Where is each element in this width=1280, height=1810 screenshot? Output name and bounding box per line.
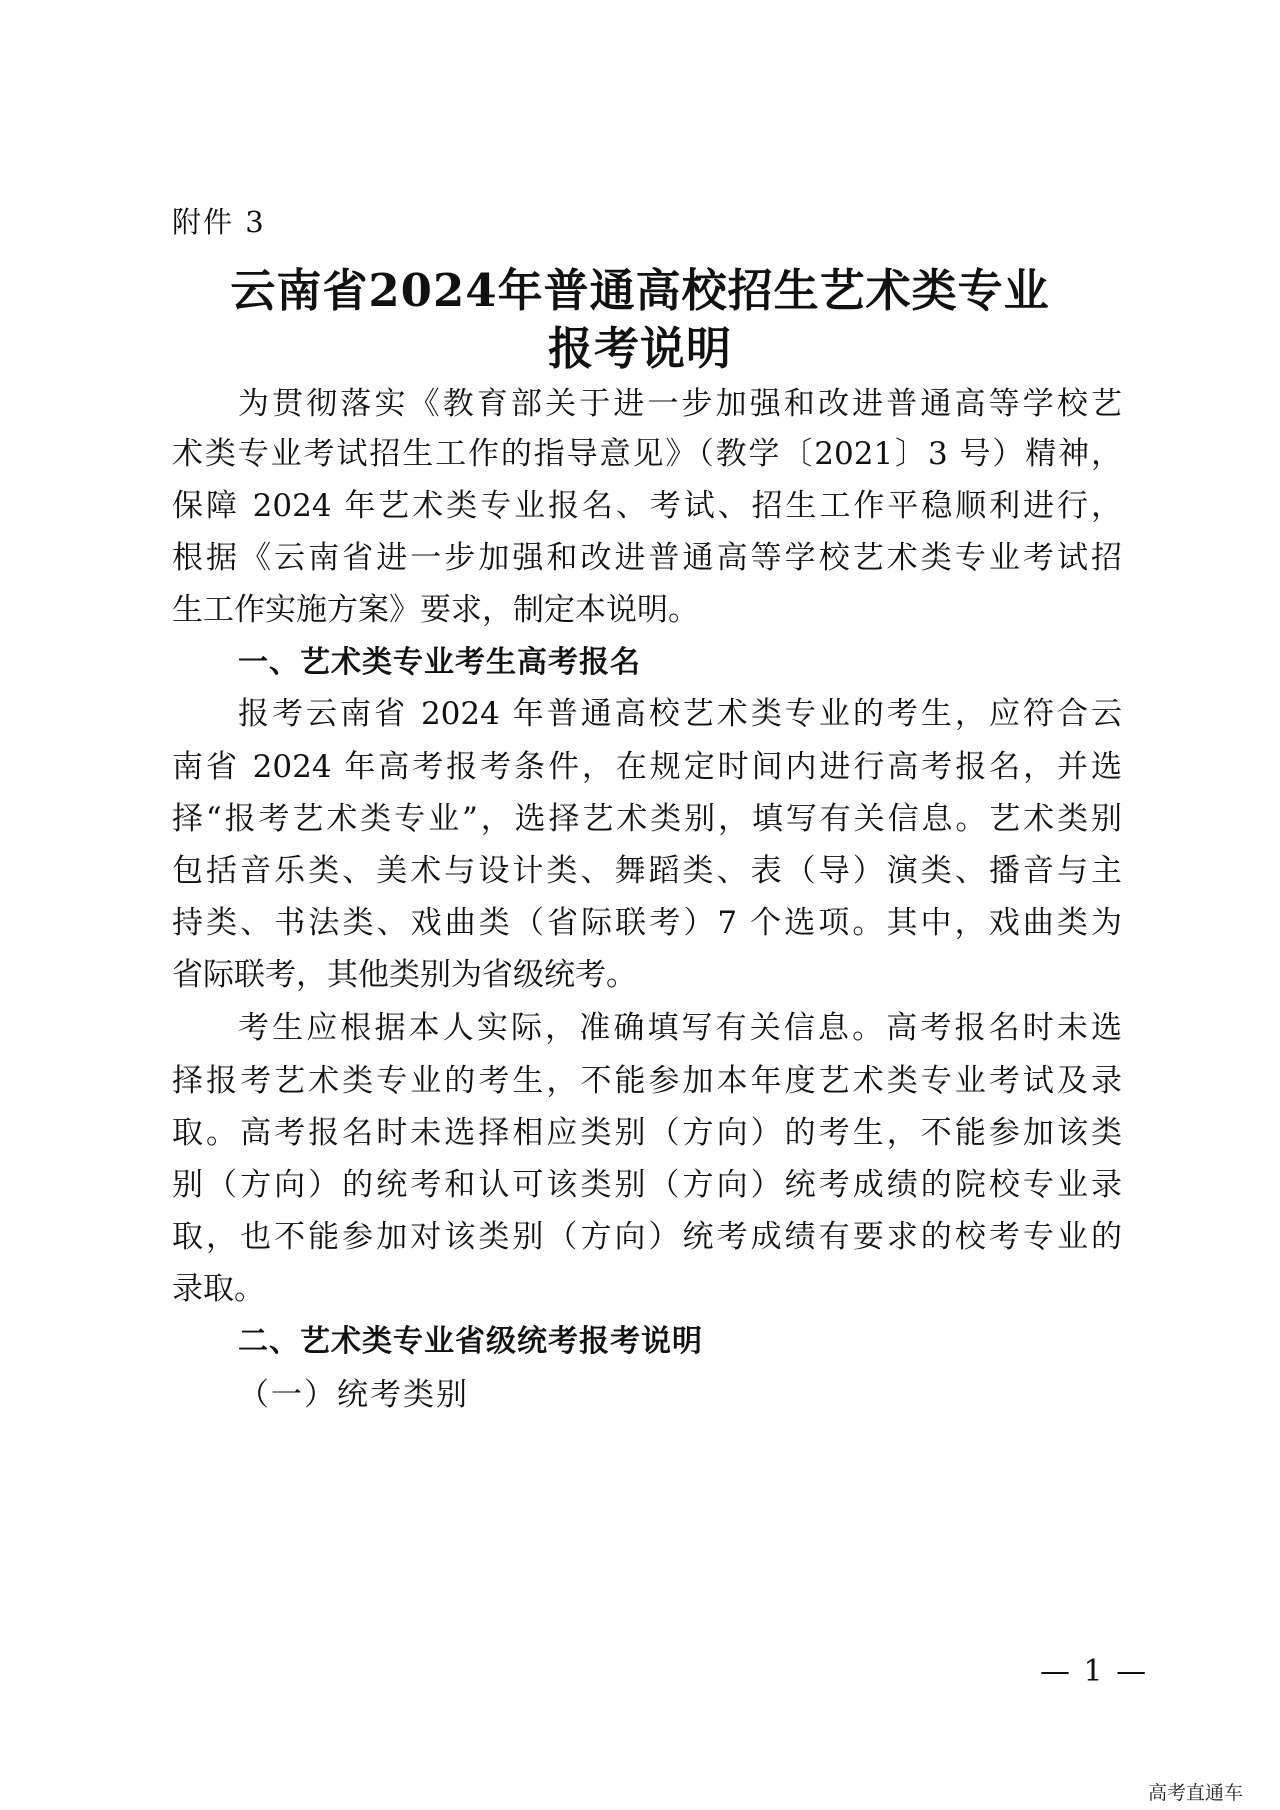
intro-line: 为贯彻落实《教育部关于进一步加强和改进普通高等学校艺 [238,386,1122,422]
intro-line: 生工作实施方案》要求，制定本说明。 [172,592,699,628]
section2-subheading: （一）统考类别 [238,1377,469,1413]
intro-line: 术类专业考试招生工作的指导意见》（教学〔2021〕3 号）精神， [172,436,1122,472]
section1-para1-line: 持类、书法类、戏曲类（省际联考）7 个选项。其中，戏曲类为 [172,905,1122,941]
document-title-line2: 报考说明 [547,322,732,375]
watermark: 高考直通车 [1148,1782,1244,1804]
page-number: — 1 — [1040,1654,1149,1689]
section1-para1-line: 包括音乐类、美术与设计类、舞蹈类、表（导）演类、播音与主 [172,853,1122,889]
section1-para2-line: 取，也不能参加对该类别（方向）统考成绩有要求的校考专业的 [172,1219,1122,1255]
section2-heading: 二、艺术类专业省级统考报考说明 [238,1324,703,1359]
section1-para2-line: 录取。 [172,1271,265,1307]
section1-para2-line: 取。高考报名时未选择相应类别（方向）的考生，不能参加该类 [172,1115,1122,1151]
section1-para2-line: 别（方向）的统考和认可该类别（方向）统考成绩的院校专业录 [172,1167,1122,1203]
section1-para1-line: 省际联考，其他类别为省级统考。 [172,957,637,993]
intro-line: 保障 2024 年艺术类专业报名、考试、招生工作平稳顺利进行， [172,488,1122,524]
section1-para2-line: 考生应根据本人实际，准确填写有关信息。高考报名时未选 [238,1010,1122,1046]
attachment-label: 附件 3 [172,205,266,239]
section1-para1-line: 南省 2024 年高考报考条件，在规定时间内进行高考报名，并选 [172,749,1122,785]
section1-heading: 一、艺术类专业考生高考报名 [238,645,641,680]
section1-para2-line: 择报考艺术类专业的考生，不能参加本年度艺术类专业考试及录 [172,1063,1122,1099]
intro-line: 根据《云南省进一步加强和改进普通高等学校艺术类专业考试招 [172,540,1122,576]
section1-para1-line: 择“报考艺术类专业”，选择艺术类别，填写有关信息。艺术类别 [172,801,1122,837]
section1-para1-line: 报考云南省 2024 年普通高校艺术类专业的考生，应符合云 [238,696,1122,732]
document-title-line1: 云南省2024年普通高校招生艺术类专业 [230,264,1050,317]
